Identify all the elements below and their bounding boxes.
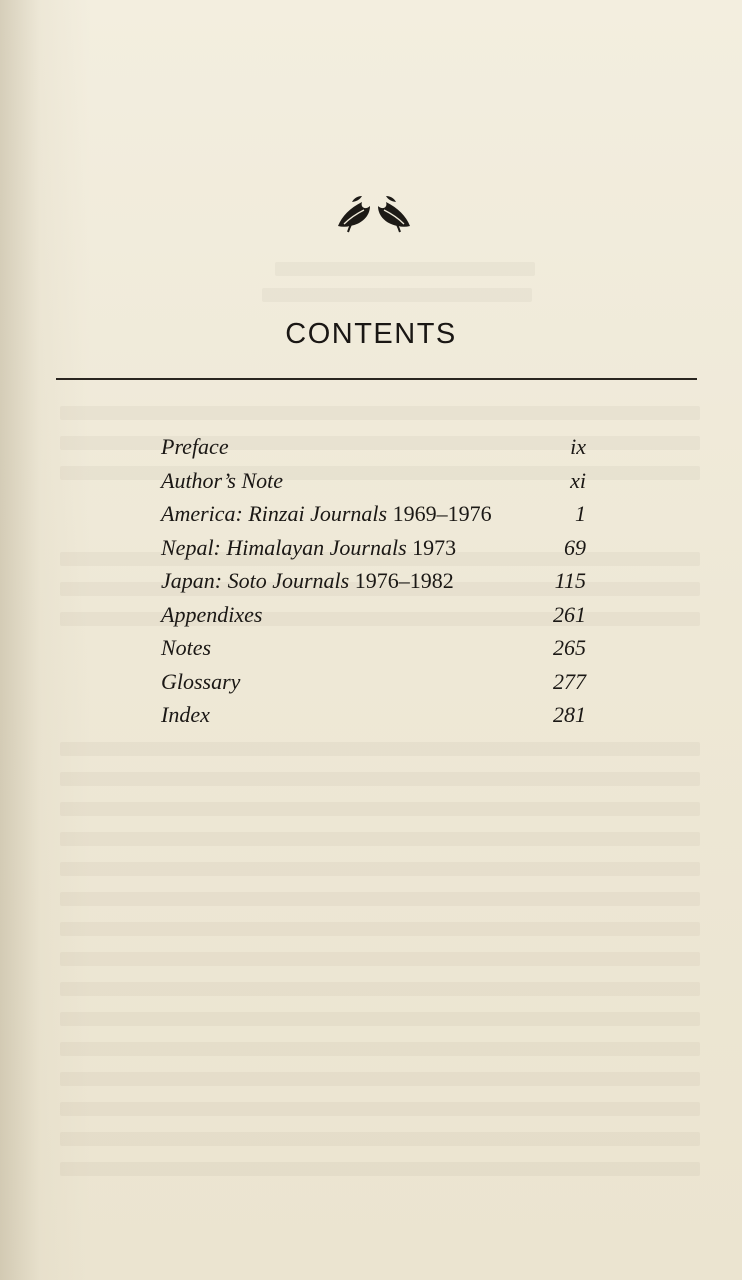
bleed-through-line: [60, 862, 700, 876]
toc-entry-preface[interactable]: [161, 430, 586, 464]
toc-entry-title: Nepal: Himalayan Journals 1973: [161, 534, 457, 560]
bleed-through-line: [60, 1102, 700, 1116]
toc-entry-america[interactable]: [161, 497, 586, 531]
toc-entry-notes[interactable]: [161, 631, 586, 665]
contents-heading: CONTENTS: [285, 318, 457, 350]
bleed-through-line: [60, 922, 700, 936]
toc-entry-title: Glossary: [161, 668, 241, 694]
toc-entry-index[interactable]: [161, 698, 586, 732]
toc-entry-japan[interactable]: [161, 564, 586, 598]
bleed-through-line: [60, 742, 700, 756]
toc-entry-authors-note[interactable]: [161, 464, 586, 498]
toc-entry-page: 69: [564, 534, 586, 560]
bleed-through-line: [60, 772, 700, 786]
bleed-through-line: [60, 802, 700, 816]
toc-entry-page: 1: [575, 501, 586, 526]
leaf-ornament-icon: [332, 190, 416, 234]
toc-entry-nepal[interactable]: [161, 531, 586, 565]
toc-entry-title: Index: [161, 702, 210, 727]
bleed-through-line: [60, 952, 700, 966]
bleed-through-line: [60, 1072, 700, 1086]
toc-entry-title: Appendixes: [161, 601, 263, 627]
toc-entry-page: 281: [553, 702, 586, 727]
bleed-through-line: [262, 288, 532, 302]
toc-entry-title: America: Rinzai Journals 1969–1976: [161, 501, 492, 526]
toc-entry-page: ix: [570, 434, 586, 459]
toc-entry-glossary[interactable]: [161, 665, 586, 699]
toc-entry-page: 261: [553, 601, 586, 627]
bleed-through-line: [60, 982, 700, 996]
bleed-through-line: [60, 1132, 700, 1146]
toc-entry-title: Notes: [161, 635, 212, 660]
toc-entry-title: Preface: [161, 434, 229, 459]
toc-entry-page: 277: [553, 668, 586, 694]
bleed-through-line: [60, 832, 700, 846]
bleed-through-line: [60, 406, 700, 420]
toc-entry-page: 265: [553, 635, 586, 660]
bleed-through-line: [60, 1042, 700, 1056]
bleed-through-line: [60, 1012, 700, 1026]
bleed-through-line: [275, 262, 535, 276]
toc-entry-page: xi: [570, 467, 586, 493]
toc-entry-page: 115: [554, 568, 586, 593]
toc-entry-title: Author’s Note: [161, 467, 284, 493]
heading-rule: [56, 378, 697, 380]
bleed-through-line: [60, 892, 700, 906]
table-of-contents: [161, 430, 586, 732]
bleed-through-line: [60, 1162, 700, 1176]
toc-entry-appendixes[interactable]: [161, 598, 586, 632]
toc-entry-title: Japan: Soto Journals 1976–1982: [161, 568, 454, 593]
